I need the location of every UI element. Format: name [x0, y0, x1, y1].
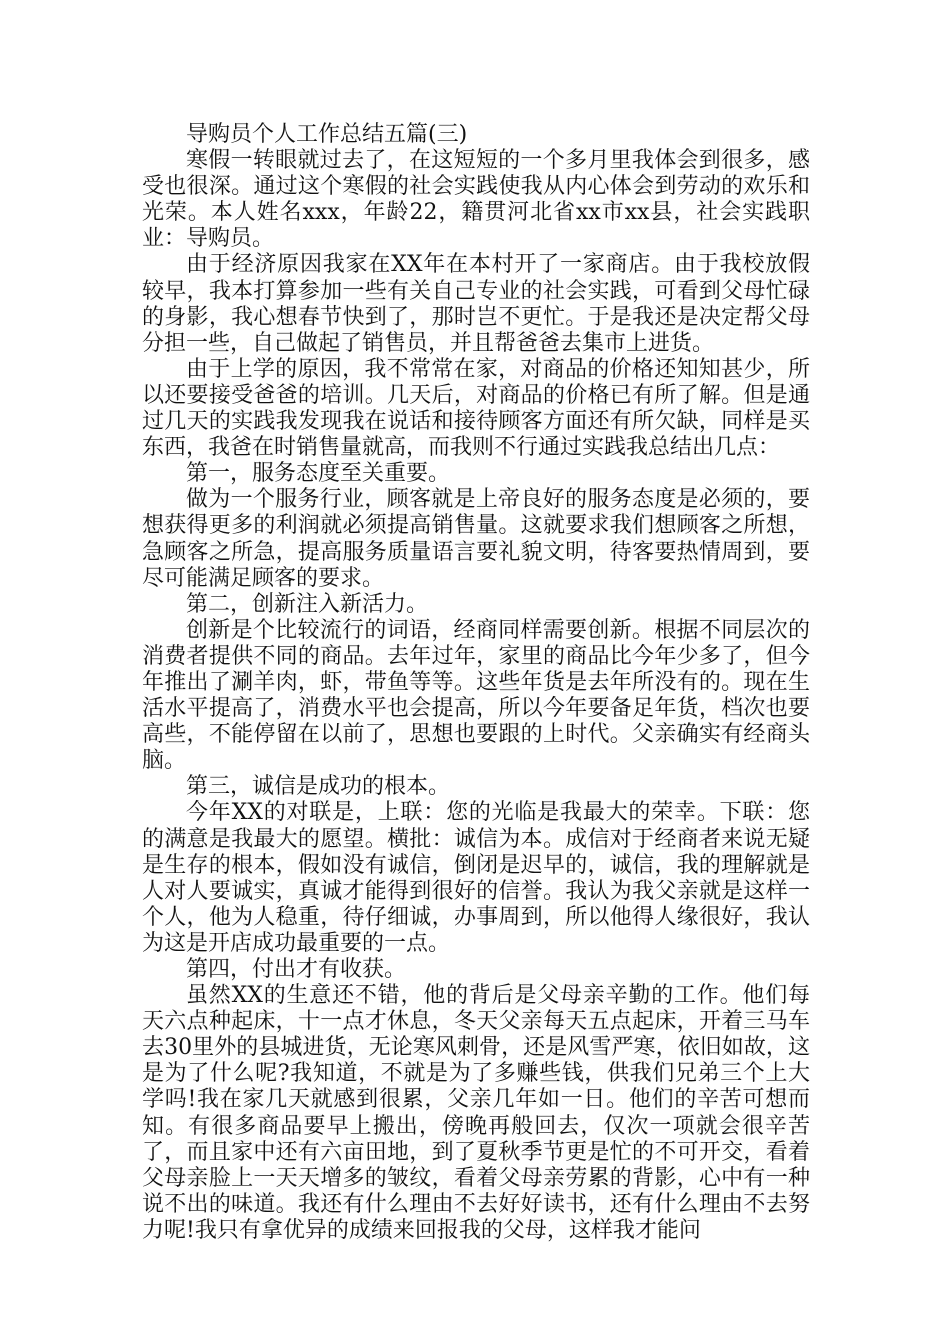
paragraph-effort: 虽然XX的生意还不错，他的背后是父母亲辛勤的工作。他们每天六点种起床，十一点才休息，冬天父亲每天五点起床，开着三马车去30里外的县城进货，无论寒风刺骨，还是风雪严寒，依旧如故，这是为了什么呢?我知道，不就是为了多赚些钱，供我们兄弟三个上大学吗!我在家几天就感到很累，父亲几年如一日。他们的辛苦可想而知。有很多商品要早上搬出，傍晚再般回去，仅次一项就会很辛苦了，而且家中还有六亩田地，到了夏秋季节更是忙的不可开交，看着父母亲脸上一天天增多的皱纹，看着父母亲劳累的背影，心中有一种说不出的味道。我还有什么理由不去好好读书，还有什么理由不去努力呢!我只有拿优异的成绩来回报我的父母，这样我才能问	[142, 983, 810, 1243]
point-heading-3: 第三，诚信是成功的根本。	[186, 774, 451, 800]
point-heading-2: 第二，创新注入新活力。	[186, 591, 429, 617]
point-heading-1: 第一，服务态度至关重要。	[186, 461, 451, 487]
paragraph-training: 由于上学的原因，我不常常在家，对商品的价格还知知甚少，所以还要接受爸爸的培训。几天后，对商品的价格已有所了解。但是通过几天的实践我发现我在说话和接待顾客方面还有所欠缺，同样是买东西，我爸在时销售量就高，而我则不行通过实践我总结出几点：	[142, 356, 810, 461]
paragraph-store: 由于经济原因我家在XX年在本村开了一家商店。由于我校放假较早，我本打算参加一些有关自己专业的社会实践，可看到父母忙碌的身影，我心想春节快到了，那时岂不更忙。于是我还是决定帮父母分担一些，自己做起了销售员，并且帮爸爸去集市上进货。	[142, 252, 810, 356]
paragraph-integrity: 今年XX的对联是，上联：您的光临是我最大的荣幸。下联：您的满意是我最大的愿望。横批：诚信为本。成信对于经商者来说无疑是生存的根本，假如没有诚信，倒闭是迟早的，诚信，我的理解就是人对人要诚实，真诚才能得到很好的信誉。我认为我父亲就是这样一个人，他为人稳重，待仔细诚，办事周到，所以他得人缘很好，我认为这是开店成功最重要的一点。	[142, 800, 810, 956]
point-heading-4: 第四，付出才有收获。	[186, 957, 407, 982]
paragraph-intro: 寒假一转眼就过去了，在这短短的一个多月里我体会到很多，感受也很深。通过这个寒假的社会实践使我从内心体会到劳动的欢乐和光荣。本人姓名xxx，年龄22，籍贯河北省xx市xx县，社会实践职业：导购员。	[142, 148, 810, 252]
paragraph-innovation: 创新是个比较流行的词语，经商同样需要创新。根据不同层次的消费者提供不同的商品。去年过年，家里的商品比今年少多了，但今年推出了涮羊肉，虾，带鱼等等。这些年货是去年所没有的。现在生活水平提高了，消费水平也会提高，所以今年要备足年货，档次也要高些，不能停留在以前了，思想也要跟的上时代。父亲确实有经商头脑。	[142, 617, 810, 774]
document-title: 导购员个人工作总结五篇(三)	[186, 122, 468, 147]
document-page	[142, 122, 810, 1244]
paragraph-service: 做为一个服务行业，顾客就是上帝良好的服务态度是必须的，要想获得更多的利润就必须提高销售量。这就要求我们想顾客之所想，急顾客之所急，提高服务质量语言要礼貌文明，待客要热情周到，要尽可能满足顾客的要求。	[142, 487, 810, 591]
